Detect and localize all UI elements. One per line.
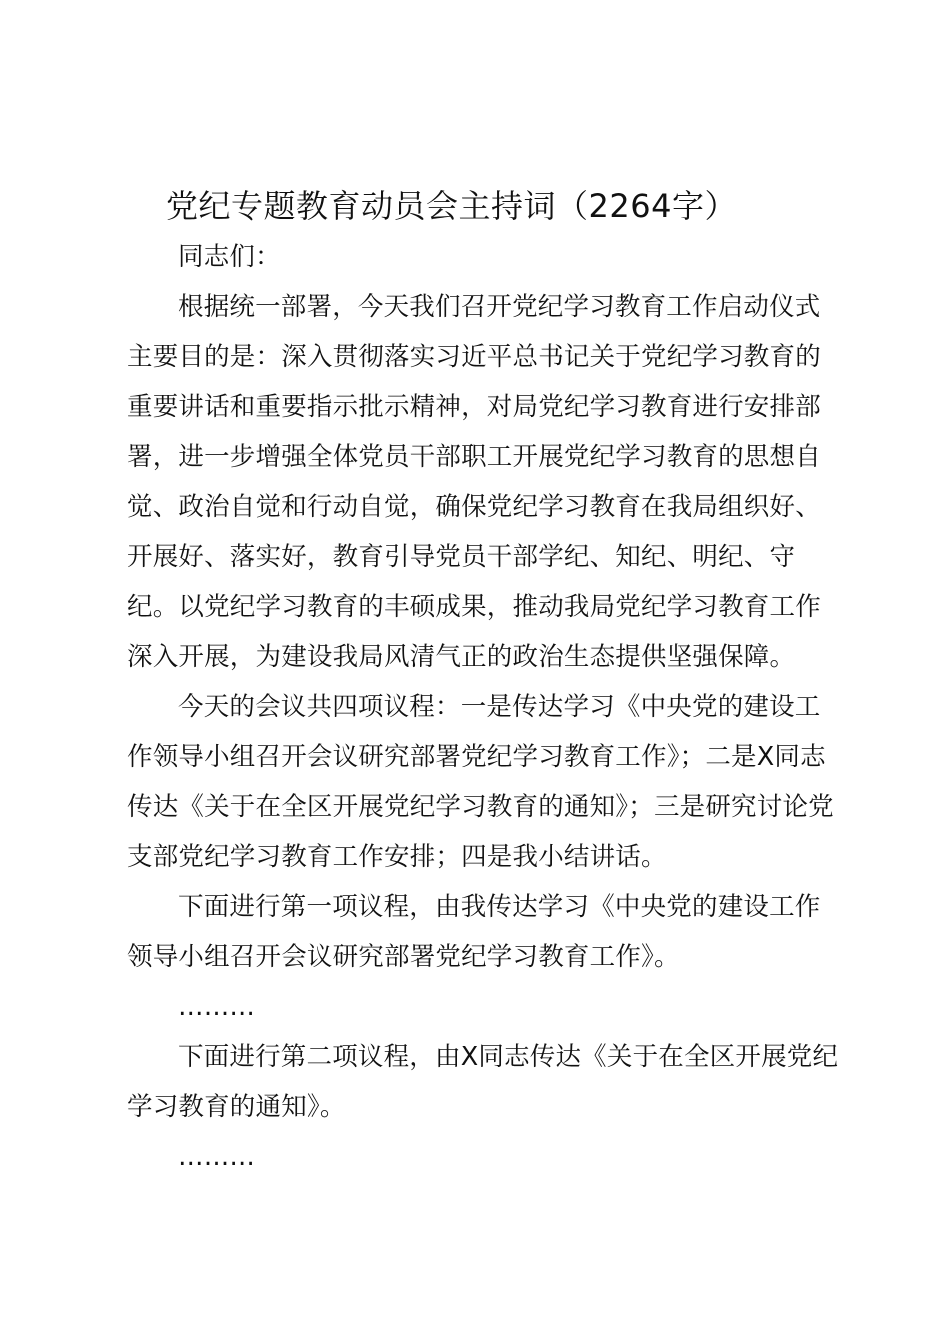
salutation: 同志们： xyxy=(178,242,281,272)
ellipsis-two: ……… xyxy=(178,1142,256,1172)
ellipsis-one: ……… xyxy=(178,992,256,1022)
paragraph-agenda: 今天的会议共四项议程：一是传达学习《中央党的建设工作领导小组召开会议研究部署党纪学习教育工作》；二是X同志传达《关于在全区开展党纪学习教育的通知》；三是研究讨论党支部党纪学习教育工作安排；四是我小结讲话。 xyxy=(127,692,834,872)
document-title: 党纪专题教育动员会主持词（2264字） xyxy=(166,187,737,225)
paragraph-item-one: 下面进行第一项议程，由我传达学习《中央党的建设工作领导小组召开会议研究部署党纪学习教育工作》。 xyxy=(127,892,821,972)
paragraph-purpose: 根据统一部署，今天我们召开党纪学习教育工作启动仪式主要目的是：深入贯彻落实习近平总书记关于党纪学习教育的重要讲话和重要指示批示精神，对局党纪学习教育进行安排部署，进一步增强全体党员干部职工开展党纪学习教育的思想自觉、政治自觉和行动自觉，确保党纪学习教育在我局组织好、开展好、落实好，教育引导党员干部学纪、知纪、明纪、守纪。以党纪学习教育的丰硕成果，推动我局党纪学习教育工作深入开展，为建设我局风清气正的政治生态提供坚强保障。 xyxy=(127,292,821,672)
paragraph-item-two: 下面进行第二项议程，由X同志传达《关于在全区开展党纪学习教育的通知》。 xyxy=(127,1042,839,1122)
document-body xyxy=(127,232,839,1182)
